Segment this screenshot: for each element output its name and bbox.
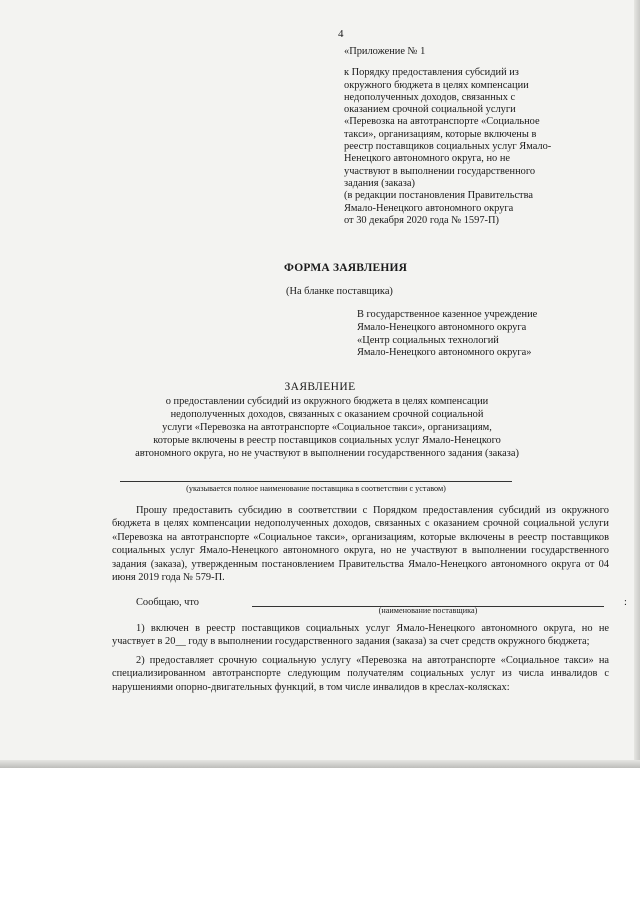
- request-paragraph: Прошу предоставить субсидию в соответствии с Порядком предоставления субсидий из окружного бюджета в целях компенсации недополученных доходов, связанных с оказанием срочной социальной услуги «Перевозка на автотранспорте «Социальное такси», организациям, которые включены в реестр поставщиков социальных услуг Ямало-Ненецкого автономного округа, но не участвуют в выполнении государственного задания (заказа), утвержденным постановлением Правительства Ямало-Ненецкого автономного округа от 04 июня 2019 года № 579-П.: [112, 505, 609, 584]
- supplier-name-blank-line: [120, 481, 512, 482]
- appendix-line: такси», организациям, которые включены в: [344, 128, 537, 140]
- appendix-line: (в редакции постановления Правительства: [344, 190, 533, 202]
- report-prefix: Сообщаю, что: [136, 597, 200, 608]
- appendix-line: задания (заказа): [344, 177, 415, 189]
- appendix-heading: «Приложение № 1: [344, 46, 426, 57]
- statement-subject-line: о предоставлении субсидий из окружного бюджета в целях компенсации: [165, 396, 489, 407]
- appendix-line: недополученных доходов, связанных с: [344, 91, 516, 103]
- item-2: 2) предоставляет срочную социальную услугу «Перевозка на автотранспорте «Социальное такси» на специализированном автотранспорте следующим получателям социальных услуг из числа инвалидов с нарушениями опорно-двигательных функций, в том числе инвалидов в креслах-колясках:: [112, 655, 609, 693]
- supplier-name-note: (указывается полное наименование поставщика в соответствии с уставом): [186, 484, 446, 493]
- form-title: ФОРМА ЗАЯВЛЕНИЯ: [284, 262, 408, 274]
- report-note: (наименование поставщика): [378, 606, 478, 615]
- appendix-line: окружного бюджета в целях компенсации: [344, 79, 529, 91]
- appendix-line: «Перевозка на автотранспорте «Социальное: [344, 116, 540, 128]
- statement-title: ЗАЯВЛЕНИЕ: [284, 381, 356, 393]
- item-1: 1) включен в реестр поставщиков социальных услуг Ямало-Ненецкого автономного округа, но не участвует в 20__ году в выполнении государственного задания (заказа) за счет средств окружного бюджета;: [112, 623, 609, 648]
- appendix-line: участвуют в выполнении государственного: [344, 165, 536, 177]
- appendix-block: [344, 46, 614, 227]
- page-bottom-edge: [0, 760, 640, 768]
- page-number: 4: [338, 28, 344, 40]
- statement-subject: [118, 395, 536, 460]
- statement-subject-line: автономного округа, но не участвуют в выполнении государственного задания (заказа): [135, 448, 519, 460]
- statement-subject-line: которые включены в реестр поставщиков социальных услуг Ямало-Ненецкого: [153, 435, 501, 447]
- statement-subject-line: недополученных доходов, связанных с оказанием срочной социальной: [170, 409, 484, 421]
- appendix-line: Ямало-Ненецкого автономного округа: [344, 202, 514, 214]
- appendix-line: к Порядку предоставления субсидий из: [344, 67, 519, 79]
- addressee-line: В государственное казенное учреждение: [357, 309, 538, 320]
- addressee-block: [357, 309, 617, 360]
- addressee-line: Ямало-Ненецкого автономного округа: [357, 321, 527, 333]
- addressee-line: «Центр социальных технологий: [357, 334, 499, 346]
- appendix-line: оказанием срочной социальной услуги: [344, 104, 516, 116]
- appendix-line: от 30 декабря 2020 года № 1597-П): [344, 214, 499, 226]
- statement-subject-line: услуги «Перевозка на автотранспорте «Социальное такси», организациям,: [162, 422, 492, 434]
- report-suffix: :: [624, 597, 627, 608]
- blank-note: (На бланке поставщика): [286, 286, 393, 297]
- addressee-line: Ямало-Ненецкого автономного округа»: [357, 347, 532, 359]
- appendix-line: реестр поставщиков социальных услуг Ямало-: [344, 141, 552, 153]
- appendix-line: Ненецкого автономного округа, но не: [344, 153, 510, 165]
